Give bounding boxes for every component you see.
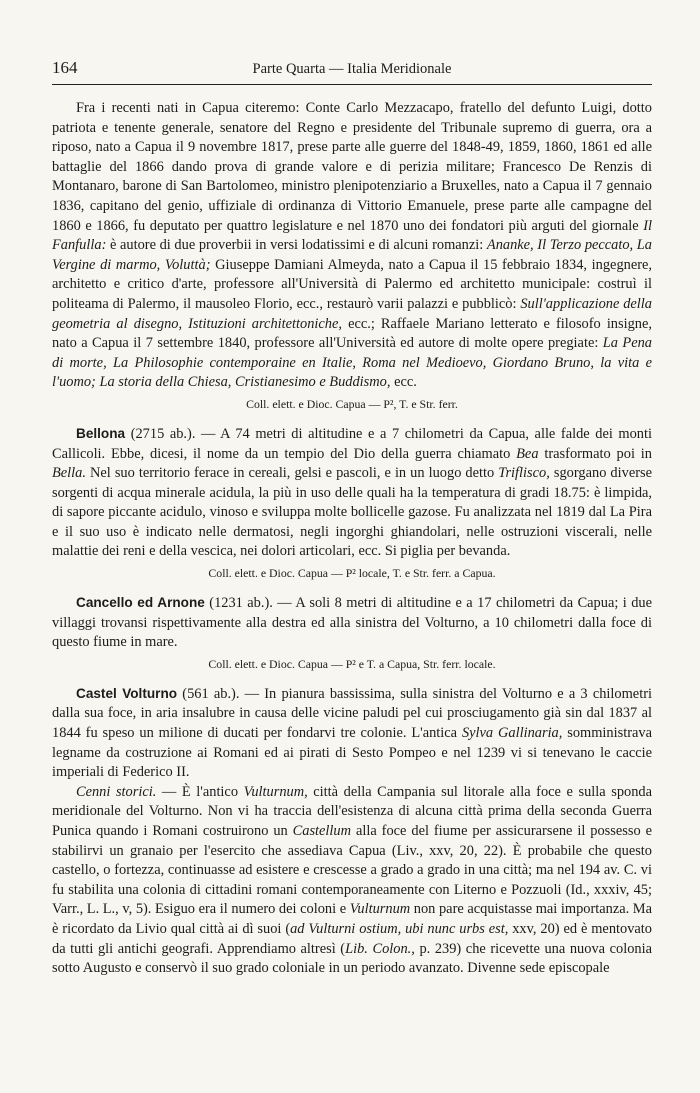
page <box>52 58 652 979</box>
paragraph-cenni-storici: Cenni storici. — È l'antico Vulturnum, città della Campania sul litorale alla foce e sulla sponda meridionale del Volturno. Non vi ha traccia dell'esistenza di alcuna città prima della seconda Guerra Punica quando i Romani costruirono un Castellum alla foce del fiume per assicurarsene il possesso e stabilirvi un granaio per l'esercito che assediava Capua (Liv., xxv, 20, 22). È probabile che questo castello, o fortezza, continuasse ad esistere e crescesse a grado a grado in una città; ma nel 194 av. C. vi fu stabilita una colonia di cittadini romani contemporaneamente con Literno e Pozzuoli (Id., xxxiv, 45; Varr., L. L., v, 5). Esiguo era il numero dei coloni e Vulturnum non pare acquistasse mai importanza. Ma è ricordato da Livio qual città ai dì suoi (ad Vulturni ostium, ubi nunc urbs est, xxv, 20) ed è mentovato da tutti gli antichi geografi. Apprendiamo altresì (Lib. Colon., p. 239) che ricevette una nuova colonia sotto Augusto e conservò il suo grado coloniale in un periodo avanzato. Divenne sede episcopale <box>52 783 652 977</box>
entry-bellona: Bellona (2715 ab.). — A 74 metri di altitudine e a 7 chilometri da Capua, alle falde dei monti Callicoli. Ebbe, dicesi, il nome da un tempio del Dio della guerra chiamato Bea trasformato poi in Bella. Nel suo territorio ferace in cereali, gelsi e pascoli, e in un luogo detto Triflisco, sgorgano diverse sorgenti di acqua minerale acidula, la più in uso delle quali ha la temperatura di gradi 18.75: è limpida, di sapore piccante acidulo, vinoso e sviluppa molte bollicelle gazose. Fu analizzata nel 1819 dal La Pira e il suo uso è indicato nelle dermatosi, negli ingorghi ghiandolari, nelle ostruzioni viscerali, nelle malattie dei reni e della vescica, nei dolori articolari, ecc. Si piglia per bevanda. <box>52 425 652 560</box>
collegio-note-cancello: Coll. elett. e Dioc. Capua — P² e T. a Capua, Str. ferr. locale. <box>208 656 496 671</box>
running-title: Parte Quarta — Italia Meridionale <box>252 61 452 77</box>
entry-cancello-arnone: Cancello ed Arnone (1231 ab.). — A soli 8 metri di altitudine e a 17 chilometri da Capua; i due villaggi trovansi rispettivamente alla destra ed alla sinistra del Volturno, a 10 chilometri dalla foce di questo fiume in mare. <box>52 595 652 651</box>
collegio-note-bellona: Coll. elett. e Dioc. Capua — P² locale, T. e Str. ferr. a Capua. <box>208 566 496 581</box>
entry-castel-volturno: Castel Volturno (561 ab.). — In pianura bassissima, sulla sinistra del Volturno e a 3 chilometri dalla sua foce, in aria insalubre in causa delle vicine paludi pel cui prosciugamento già sin dal 1837 al 1844 fu speso un milione di ducati per fondarvi tre colonie. L'antica Sylva Gallinaria, somministrava legname da costruzione ai Romani ed ai pirati di Sesto Pompeo e nel 1239 vi si tenevano le caccie imperiali di Federico II. <box>52 685 652 781</box>
collegio-note-capua: Coll. elett. e Dioc. Capua — P², T. e Str. ferr. <box>246 396 458 411</box>
entry-title-cancello: Cancello ed Arnone <box>76 595 205 611</box>
running-header <box>52 58 652 78</box>
entry-title-bellona: Bellona <box>76 425 126 441</box>
page-number: 164 <box>52 58 78 77</box>
paragraph-notable-natives: Fra i recenti nati in Capua citeremo: Conte Carlo Mezzacapo, fratello del defunto Luigi, dotto patriota e tenente generale, senatore del Regno e presidente del Tribunale supremo di guerra, ora a riposo, nato a Capua il 9 novembre 1817, prese parte alle guerre del 1848-49, 1859, 1860, 1861 ed alle battaglie del 1866 dando prova di grande valore e di perizia militare; Francesco De Renzis di Montanaro, barone di San Bartolomeo, ministro plenipotenziario a Bruxelles, nato a Capua il 7 gennaio 1836, capitano del genio, uffiziale di ordinanza di Vittorio Emanuele, prese parte alle campagne del 1860 e 1866, fu deputato per quattro legislature e nel 1870 uno dei fondatori più arguti del giornale Il Fanfulla: è autore di due proverbii in versi lodatissimi e di alcuni romanzi: Ananke, Il Terzo peccato, La Vergine di marmo, Voluttà; Giuseppe Damiani Almeyda, nato a Capua il 15 febbraio 1834, ingegnere, architetto e critico d'arte, professore all'Università di Palermo ed architetto municipale: costruì il politeama di Palermo, il mausoleo Florio, ecc., restaurò varii palazzi e pubblicò: Sull'applicazione della geometria al disegno, Istituzioni architettoniche, ecc.; Raffaele Mariano letterato e filosofo insigne, nato a Capua il 7 settembre 1840, professore all'Università ed autore di molte opere pregiate: La Pena di morte, La Philosophie contemporaine en Italie, Roma nel Medioevo, Giordano Bruno, la vita e l'uomo; La storia della Chiesa, Cristianesimo e Buddismo, ecc. <box>52 100 653 391</box>
entry-title-castel-volturno: Castel Volturno <box>76 685 178 701</box>
header-rule <box>52 84 652 85</box>
